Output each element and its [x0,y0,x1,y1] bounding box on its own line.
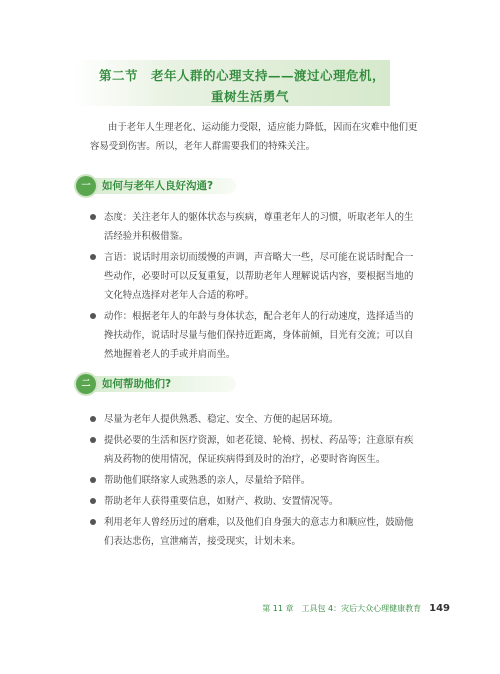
subsection-heading-text: 如何与老年人良好沟通? [102,180,214,192]
intro-paragraph: 由于老年人生理老化、运动能力受限，适应能力降低，因而在灾难中他们更容易受到伤害。所以，老年人群需要我们的特殊关注。 [90,122,418,152]
list-item: 态度：关注老年人的躯体状态与疾病，尊重老年人的习惯，听取老年人的生活经验并积极借鉴。 [90,208,418,246]
bullet-icon [90,437,96,443]
section-title-line1: 第二节 老年人群的心理支持——渡过心理危机， [98,68,385,83]
subsection-heading-text: 如何帮助他们? [102,378,172,390]
bullet-icon [90,214,96,220]
subsection-number-badge: 一 [76,176,96,196]
list-item: 言语：说话时用亲切而缓慢的声调，声音略大一些，尽可能在说话时配合一些动作，必要时可以反复重复，以帮助老年人理解说话内容，要根据当地的文化特点选择对老年人合适的称呼。 [90,248,418,305]
footer-chapter: 第 11 章 工具包 4：灾后大众心理健康教育 [262,604,422,613]
subsection-heading-2 [76,374,236,394]
bullet-icon [90,416,96,422]
page-footer [262,603,450,614]
list-item: 提供必要的生活和医疗资源，如老花镜、轮椅、拐杖、药品等；注意原有疾病及药物的使用情况，保证疾病得到及时的治疗，必要时咨询医生。 [90,431,418,469]
list-item: 帮助老年人获得重要信息，如财产、救助、安置情况等。 [90,492,418,511]
bullet-icon [90,477,96,483]
list-item: 尽量为老年人提供熟悉、稳定、安全、方便的起居环境。 [90,410,418,429]
section-title-line2: 重树生活勇气 [210,89,289,104]
communication-list [90,208,418,366]
bullet-icon [90,254,96,260]
list-item: 利用老年人曾经历过的磨难，以及他们自身强大的意志力和顺应性，鼓励他们表达悲伤，宣泄痛苦，接受现实，计划未来。 [90,513,418,551]
bullet-icon [90,519,96,525]
help-list [90,410,418,553]
page-number: 149 [429,603,450,614]
subsection-number-badge: 二 [76,374,96,394]
bullet-icon [90,313,96,319]
list-item: 帮助他们联络家人或熟悉的亲人，尽量给予陪伴。 [90,471,418,490]
bullet-icon [90,498,96,504]
list-item: 动作：根据老年人的年龄与身体状态，配合老年人的行动速度，选择适当的搀扶动作，说话时尽量与他们保持近距离，身体前倾，目光有交流；可以自然地握着老人的手或并肩而坐。 [90,307,418,364]
subsection-heading-1 [76,176,236,196]
